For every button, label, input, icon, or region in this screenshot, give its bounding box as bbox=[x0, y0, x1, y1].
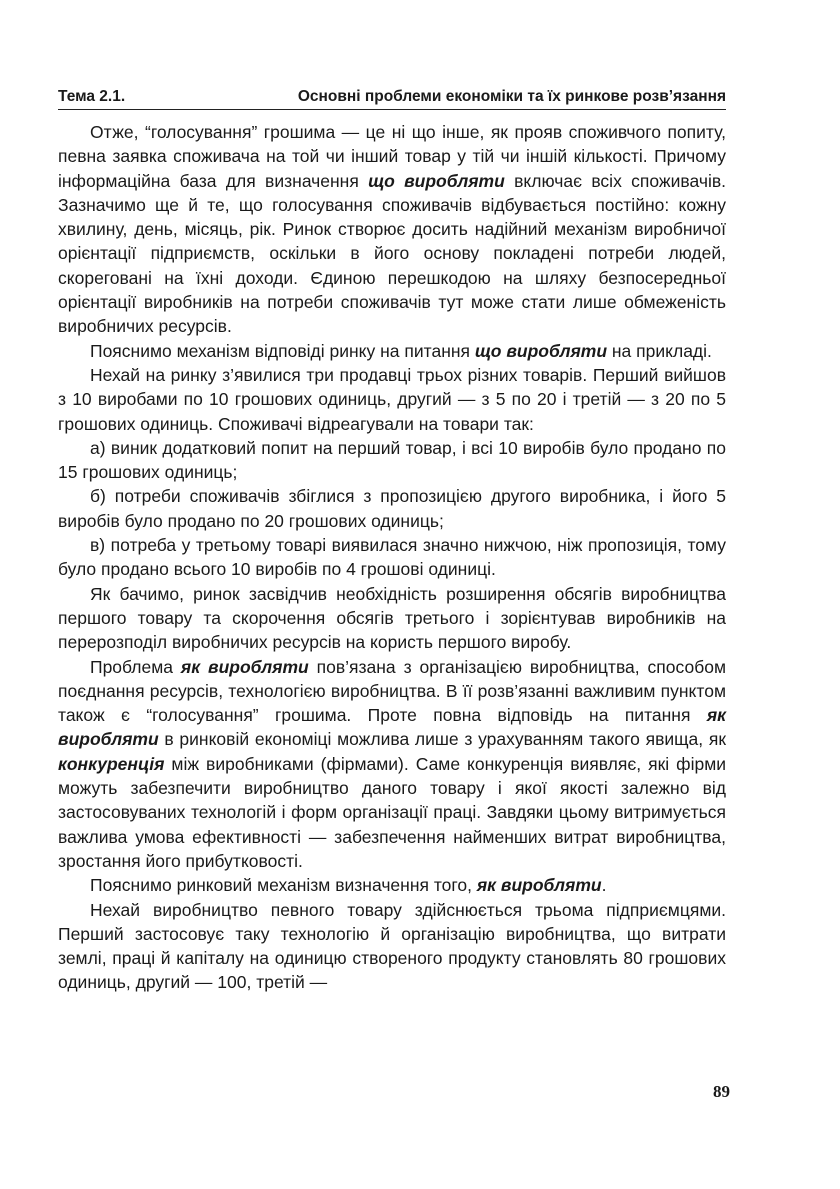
text-run: Проблема bbox=[90, 656, 181, 677]
running-header bbox=[58, 88, 726, 106]
text-run: між виробниками (фірмами). Саме конкуренція виявляє, які фірми можуть забезпечити виробництво даного товару і якої якості залежно від застосовуваних технологій і форм організації праці. Завдяки цьому витримується важлива умова ефективності — забезпечення найменших витрат виробництва, зростання його прибутковості. bbox=[58, 753, 726, 871]
text-run: включає всіх споживачів. Зазначимо ще й те, що голосування споживачів відбувається постійно: кожну хвилину, день, місяць, рік. Ринок створює досить надійний механізм виробничої орієнтації підприємств, оскільки в його основу покладені потреби людей, скореговані на їхні доходи. Єдиною перешкодою на шляху безпосередньої орієнтації виробників на потреби споживачів тут може стати лише обмеженість виробничих ресурсів. bbox=[58, 170, 727, 337]
paragraph bbox=[58, 655, 726, 874]
paragraph bbox=[58, 898, 726, 995]
text-run: Пояснимо ринковий механізм визначення того, bbox=[90, 875, 477, 896]
header-divider bbox=[58, 109, 726, 110]
emphasized-term: як виробляти bbox=[476, 875, 602, 896]
text-run: на прикладі. bbox=[607, 340, 712, 361]
body-text bbox=[58, 120, 726, 995]
text-run: Пояснимо механізм відповіді ринку на питання bbox=[90, 340, 475, 361]
emphasized-term: як виробляти bbox=[180, 656, 309, 677]
paragraph bbox=[58, 363, 726, 436]
paragraph bbox=[58, 873, 726, 897]
paragraph bbox=[58, 533, 726, 582]
text-run: . bbox=[601, 875, 607, 896]
text-run: б) потреби споживачів збіглися з пропозицією другого виробника, і його 5 виробів було продано по 20 грошових одиниць; bbox=[58, 486, 726, 531]
paragraph bbox=[58, 484, 726, 533]
text-run: в ринковій економіці можлива лише з урахуванням такого явища, як bbox=[158, 729, 726, 750]
emphasized-term: конкуренція bbox=[58, 753, 165, 774]
text-run: Отже, “голосування” грошима — це ні що інше, як прояв споживчого попиту, певна заявка споживача на той чи інший товар у тій чи іншій кількості. Причому інформаційна база для визначення bbox=[58, 122, 726, 191]
emphasized-term: як виробляти bbox=[58, 705, 726, 750]
emphasized-term: що виробляти bbox=[368, 170, 505, 191]
paragraph bbox=[58, 120, 726, 339]
topic-label: Тема 2.1. bbox=[58, 88, 126, 105]
chapter-title: Основні проблеми економіки та їх ринкове розв’язання bbox=[297, 88, 726, 105]
page-number: 89 bbox=[713, 1082, 730, 1101]
paragraph bbox=[58, 582, 726, 655]
text-run: а) виник додатковий попит на перший товар, і всі 10 виробів було продано по 15 грошових одиниць; bbox=[58, 437, 726, 483]
paragraph bbox=[58, 339, 726, 363]
emphasized-term: що виробляти bbox=[474, 340, 608, 361]
text-run: Як бачимо, ринок засвідчив необхідність розширення обсягів виробництва першого товару та скорочення обсягів третього і зорієнтував виробників на перерозподіл виробничих ресурсів на користь першого виробу. bbox=[58, 583, 726, 653]
text-run: Нехай виробництво певного товару здійснюється трьома підприємцями. Перший застосовує таку технологію й організацію виробництва, що витрати землі, праці й капіталу на одиницю створеного продукту становлять 80 грошових одиниць, другий — 100, третій — bbox=[58, 899, 726, 993]
text-run: в) потреба у третьому товарі виявилася значно нижчою, ніж пропозиція, тому було продано всього 10 виробів по 4 грошові одиниці. bbox=[58, 535, 726, 580]
text-run: Нехай на ринку з’явилися три продавці трьох різних товарів. Перший вийшов з 10 виробами по 10 грошових одиниць, другий — з 5 по 20 і третій — з 20 по 5 грошових одиниць. Споживачі відреагували на товари так: bbox=[58, 364, 726, 434]
text-run: пов’язана з організацією виробництва, способом поєднання ресурсів, технологією виробництва. В її розв’язанні важливим пунктом також є “голосування” грошима. Проте повна відповідь на питання bbox=[58, 656, 726, 726]
paragraph bbox=[58, 436, 726, 485]
